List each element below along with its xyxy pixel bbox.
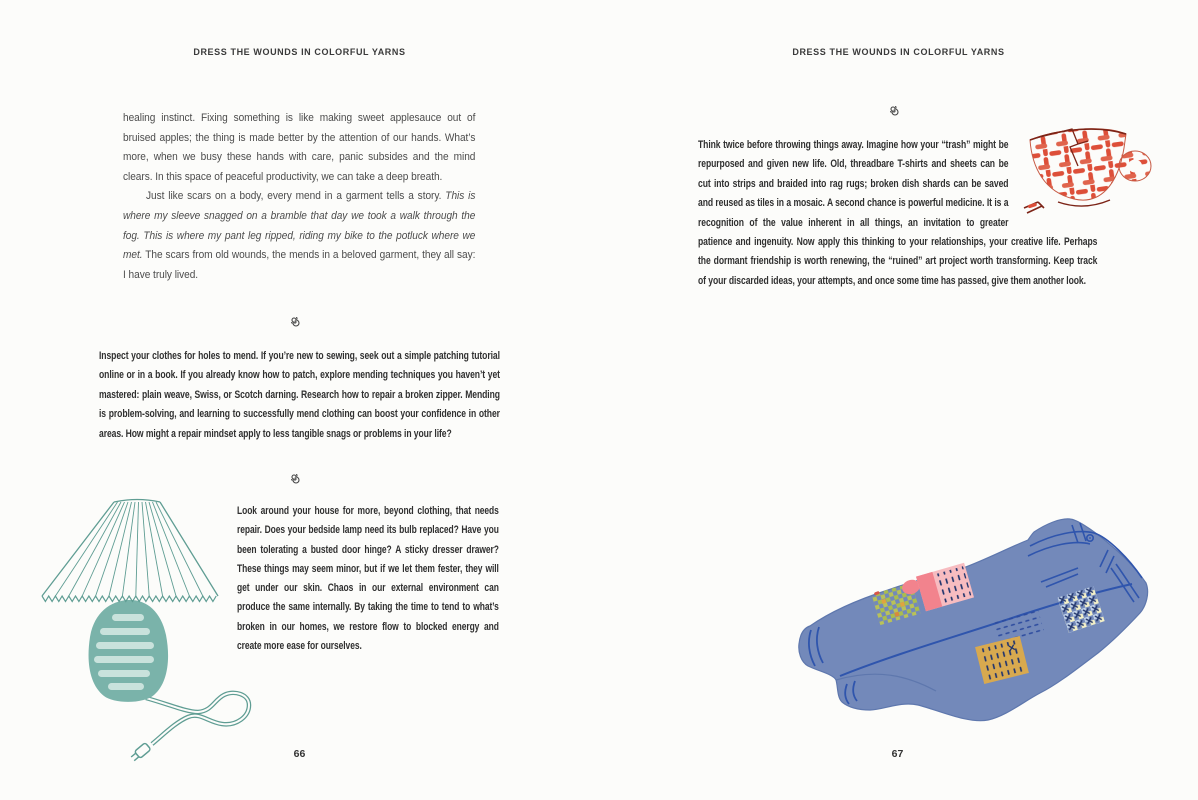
cup-foot [1058,200,1110,206]
cracked-cup-illustration [1022,110,1154,222]
running-header-left: DRESS THE WOUNDS IN COLORFUL YARNS [193,47,406,57]
left-body-column [123,109,475,285]
spiral-divider-icon [890,106,902,118]
story-end: The scars from old wounds, the mends in a beloved garment, they all say: I have truly lived. [123,249,476,281]
lamp-illustration [28,472,253,772]
running-header-right: DRESS THE WOUNDS IN COLORFUL YARNS [792,47,1005,57]
exercise-house-repairs: Look around your house for more, beyond clothing, that needs repair. Does your bedside lamp need its bulb replaced? Have you been tolerating a busted door hinge? A sticky dresser drawer? These things may seem minor, but if we let them fester, they will get under our skin. Chaos in our external environment can produce the same internally. By taking the time to tend to what’s broken in our homes, we restore flow to blocked energy and create more ease for ourselves. [237,505,499,652]
paragraph-continuation: healing instinct. Fixing something is like making sweet applesauce out of bruised apples; the thing is made better by the attention of our hands. What’s more, when we busy these hands with care, panic subsides and the mind clears. In this space of peaceful productivity, we can take a deep breath. [123,112,476,183]
paragraph-story [123,187,475,285]
story-lead: Just like scars on a body, every mend in a garment tells a story. [146,190,446,203]
spiral-divider-icon [291,474,303,486]
exercise-second-chances-text: Think twice before throwing things away. Imagine how your “trash” might be repurposed and given new life. Old, threadbare T-shirts and sheets can be cut into strips and braided into rag rugs; broken dish shards can be saved and reused as tiles in a mosaic. A second chance is powerful medicine. It is a recognition of the value inherent in all things, an invitation to greater patience and ingenuity. Now apply this thinking to your relationships, your creative life. Perhaps the dormant friendship is worth renewing, the “ruined” art project worth transforming. Keep track of your discarded ideas, your attempts, and once some time has passed, give them another look. [698,139,1098,287]
spiral-divider-icon [291,317,303,329]
page-number-left: 66 [293,748,306,760]
story-italic: This is where my sleeve snagged on a bramble that day we took a walk through the fog. This is where my pant leg ripped, riding my bike to the potluck where we met. [123,190,476,262]
lamp-shade [42,502,218,596]
exercise-mend-clothes: Inspect your clothes for holes to mend. If you’re new to sewing, seek out a simple patching tutorial online or in a book. If you already know how to patch, explore mending techniques you haven’t yet mastered: plain weave, Swiss, or Scotch darning. Research how to repair a broken zipper. Mending is problem-solving, and learning to successfully mend clothing can boost your confidence in other areas. How might a repair mindset apply to less tangible snags or problems in your life? [99,350,500,440]
cup-shard [1024,202,1044,213]
mended-jeans-illustration [778,488,1198,750]
page-number-right: 67 [891,748,904,760]
